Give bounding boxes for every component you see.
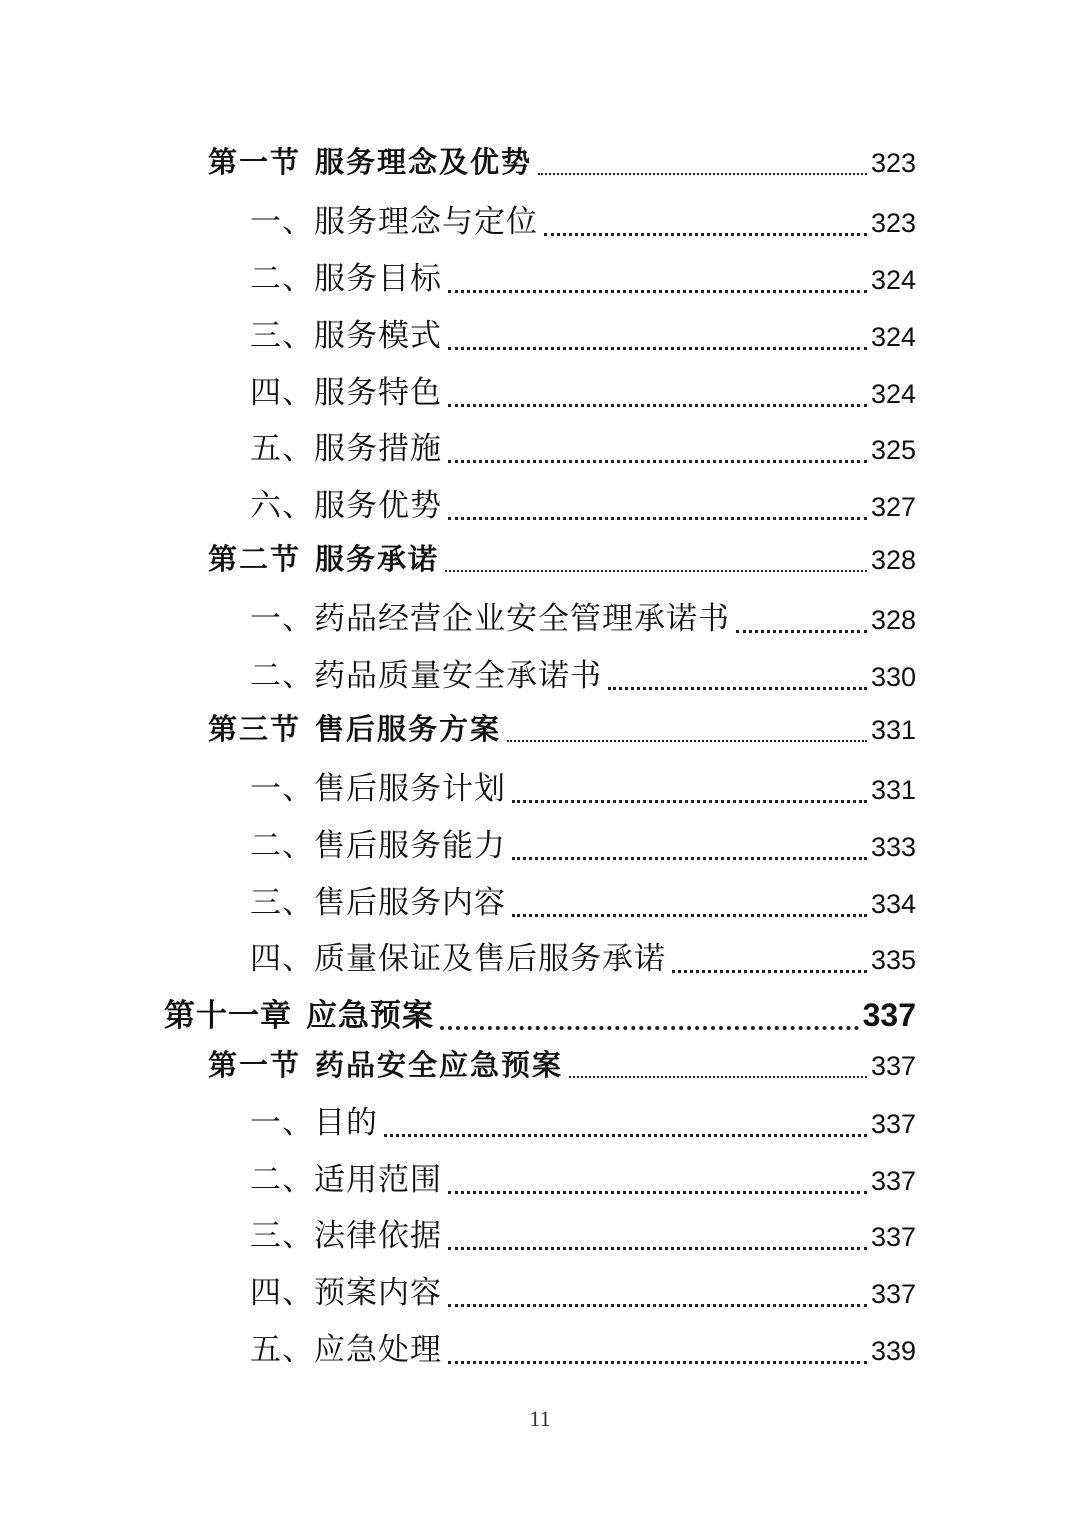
toc-item-entry[interactable] (250, 1154, 916, 1199)
dot-leader (448, 517, 867, 520)
toc-item-entry[interactable] (250, 877, 916, 922)
dot-leader (512, 857, 867, 860)
dot-leader (448, 1361, 867, 1364)
toc-entry-page: 337 (870, 1222, 916, 1252)
toc-entry-title: 三、服务模式 (250, 318, 442, 354)
dot-leader (440, 1026, 859, 1030)
toc-entry-page: 328 (870, 605, 916, 635)
dot-leader (512, 800, 867, 803)
toc-entry-page: 337 (870, 1109, 916, 1139)
toc-entry-page: 330 (870, 662, 916, 692)
dot-leader (448, 347, 867, 350)
dot-leader (448, 290, 867, 293)
toc-section-entry[interactable] (208, 707, 916, 748)
toc-entry-page: 331 (870, 715, 916, 745)
toc-item-entry[interactable] (250, 650, 916, 695)
toc-entry-title: 五、应急处理 (250, 1332, 442, 1368)
toc-item-entry[interactable] (250, 933, 916, 978)
toc-entry-title: 二、适用范围 (250, 1162, 442, 1198)
dot-leader (512, 914, 867, 917)
toc-item-entry[interactable] (250, 367, 916, 412)
toc-entry-title: 第三节 售后服务方案 (208, 712, 502, 746)
toc-entry-page: 335 (870, 945, 916, 975)
toc-entry-title: 二、售后服务能力 (250, 828, 506, 864)
dot-leader (608, 687, 867, 690)
toc-item-entry[interactable] (250, 1210, 916, 1255)
toc-entry-title: 四、预案内容 (250, 1275, 442, 1311)
toc-item-entry[interactable] (250, 310, 916, 355)
toc-entry-page: 324 (870, 379, 916, 409)
dot-leader (448, 1304, 867, 1307)
toc-entry-title: 第十一章 应急预案 (164, 998, 434, 1034)
toc-entry-page: 324 (870, 322, 916, 352)
dot-leader (544, 233, 867, 236)
dot-leader (507, 740, 867, 742)
toc-entry-title: 一、药品经营企业安全管理承诺书 (250, 601, 730, 637)
toc-entry-page: 334 (870, 889, 916, 919)
toc-entry-title: 二、服务目标 (250, 261, 442, 297)
toc-entry-title: 一、售后服务计划 (250, 771, 506, 807)
dot-leader (569, 1076, 867, 1078)
dot-leader (448, 1247, 867, 1250)
toc-entry-title: 三、法律依据 (250, 1218, 442, 1254)
toc-item-entry[interactable] (250, 1324, 916, 1369)
toc-item-entry[interactable] (250, 763, 916, 808)
dot-leader (445, 570, 867, 572)
toc-section-entry[interactable] (208, 1043, 916, 1084)
toc-entry-title: 五、服务措施 (250, 431, 442, 467)
toc-entry-page: 325 (870, 435, 916, 465)
toc-item-entry[interactable] (250, 253, 916, 298)
dot-leader (538, 173, 867, 175)
toc-entry-title: 四、质量保证及售后服务承诺 (250, 941, 666, 977)
toc-entry-title: 第一节 药品安全应急预案 (208, 1048, 564, 1082)
toc-entry-title: 二、药品质量安全承诺书 (250, 658, 602, 694)
page-number: 11 (529, 1406, 551, 1431)
toc-section-entry[interactable] (208, 140, 916, 181)
toc-item-entry[interactable] (250, 423, 916, 468)
toc-entry-page: 328 (870, 545, 916, 575)
dot-leader (448, 404, 867, 407)
toc-entry-page: 323 (870, 148, 916, 178)
toc-entry-title: 一、服务理念与定位 (250, 204, 538, 240)
toc-entry-title: 六、服务优势 (250, 488, 442, 524)
toc-entry-page: 327 (870, 492, 916, 522)
toc-entry-page: 324 (870, 265, 916, 295)
toc-entry-title: 四、服务特色 (250, 375, 442, 411)
toc-item-entry[interactable] (250, 196, 916, 241)
toc-item-entry[interactable] (250, 480, 916, 525)
dot-leader (672, 970, 867, 973)
toc-item-entry[interactable] (250, 1267, 916, 1312)
toc-item-entry[interactable] (250, 1097, 916, 1142)
toc-entry-page: 337 (870, 1166, 916, 1196)
toc-item-entry[interactable] (250, 593, 916, 638)
dot-leader (448, 1191, 867, 1194)
dot-leader (736, 630, 867, 633)
toc-item-entry[interactable] (250, 820, 916, 865)
toc-entry-page: 331 (870, 775, 916, 805)
toc-entry-title: 第二节 服务承诺 (208, 542, 440, 576)
toc-entry-page: 333 (870, 832, 916, 862)
toc-entry-title: 第一节 服务理念及优势 (208, 145, 533, 179)
toc-entry-page: 337 (862, 997, 916, 1033)
toc-entry-title: 三、售后服务内容 (250, 885, 506, 921)
dot-leader (384, 1134, 867, 1137)
toc-entry-page: 337 (870, 1051, 916, 1081)
toc-entry-page: 323 (870, 208, 916, 238)
toc-entry-page: 337 (870, 1279, 916, 1309)
toc-chapter-entry[interactable] (164, 990, 916, 1035)
dot-leader (448, 460, 867, 463)
toc-entry-title: 一、目的 (250, 1105, 378, 1141)
toc-section-entry[interactable] (208, 537, 916, 578)
toc-entry-page: 339 (870, 1336, 916, 1366)
